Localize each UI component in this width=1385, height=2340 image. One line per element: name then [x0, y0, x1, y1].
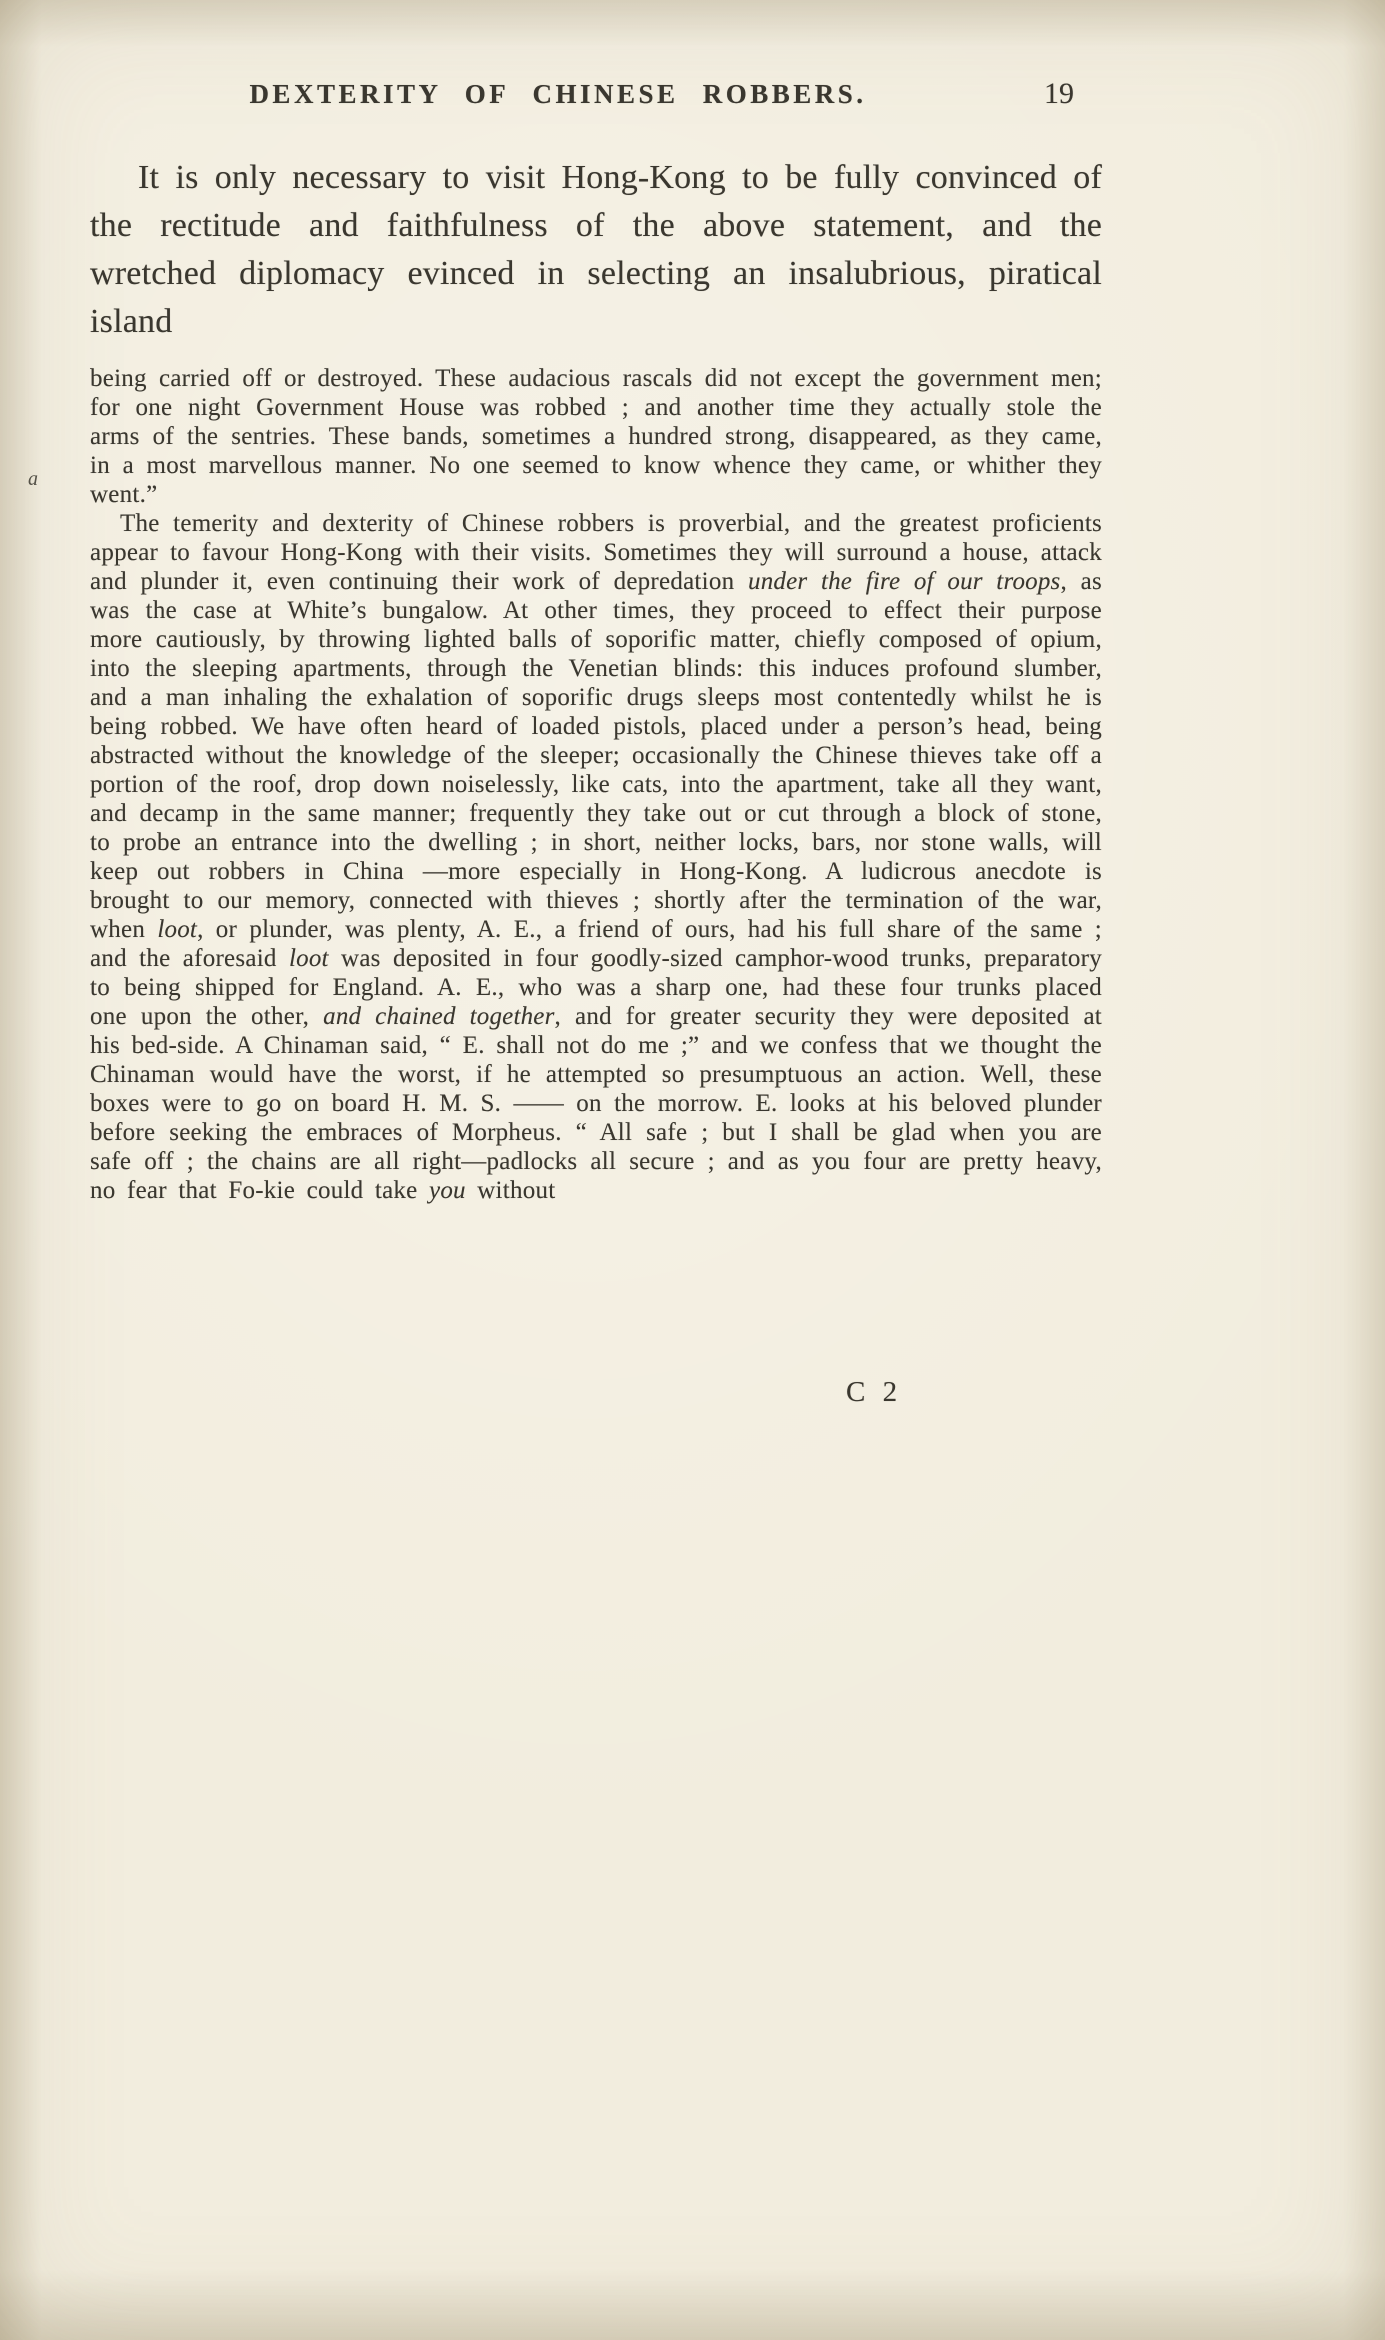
italic-text-run: loot [288, 945, 329, 972]
running-title: DEXTERITY OF CHINESE ROBBERS. [249, 79, 867, 109]
body-paragraph-2 [90, 509, 1102, 1205]
italic-text-run: and chained together [323, 1003, 555, 1030]
body-paragraph-1 [90, 364, 1102, 509]
body-text [90, 364, 1102, 1205]
italic-text-run: under the fire of our troops [748, 568, 1061, 595]
page-number: 19 [1044, 77, 1074, 110]
text-run: , as was the case at White’s bungalow. At other times, they proceed to effect their purpose more cautiously, by throwing lighted balls of soporific matter, chiefly composed of opium, into the sleeping apartments, through the Venetian blinds: this induces profound slumber, and a man inhaling the exhalation of soporific drugs sleeps most contentedly whilst he is being robbed. We have often heard of loaded pistols, placed under a person’s head, being abstracted without the knowledge of the sleeper; occasionally the Chinese thieves take off a portion of the roof, drop down noiselessly, like cats, into the apartment, take all they want, and decamp in the same manner; frequently they take out or cut through a block of stone, to probe an entrance into the dwelling ; in short, neither locks, bars, nor stone walls, will keep out robbers in China —more especially in Hong-Kong. A ludicrous anecdote is brought to our memory, connected with thieves ; shortly after the termination of the war, when [90, 568, 1102, 943]
text-run: without [465, 1177, 556, 1204]
printer-signature-mark: C 2 [846, 1376, 903, 1408]
text-column [90, 76, 1102, 1205]
italic-text-run: you [429, 1177, 466, 1204]
text-run: The temerity and dexterity of Chinese robbers is proverbial, and the greatest proficients appear to favour Hong-Kong with their visits. Sometimes they will surround a house, attack and plunder it, even continuing their work of depredation [90, 510, 1102, 595]
text-run: , and for greater security they were deposited at his bed-side. A Chinaman said, “ E. shall not do me ;” and we confess that we thought the Chinaman would have the worst, if he attempted so presumptuous an action. Well, these boxes were to go on board H. M. S. —— on the morrow. E. looks at his beloved plunder before seeking the embraces of Morpheus. “ All safe ; but I shall be glad when you are safe off ; the chains are all right—padlocks all secure ; and as you four are pretty heavy, no fear that Fo-kie could take [90, 1003, 1102, 1204]
text-run: , or plunder, was plenty, A. E., a friend of ours, had his full share of the same ; and the aforesaid [90, 916, 1102, 972]
text-run: was deposited in four goodly-sized camphor-wood trunks, preparatory to being shipped for England. A. E., who was a sharp one, had these four trunks placed one upon the other, [90, 945, 1102, 1030]
italic-text-run: loot [157, 916, 198, 943]
margin-signature-mark: a [28, 468, 38, 490]
text-run: being carried off or destroyed. These audacious rascals did not except the government men; for one night Government House was robbed ; and another time they actually stole the arms of the sentries. These bands, sometimes a hundred strong, disappeared, as they came, in a most marvellous manner. No one seemed to know whence they came, or whither they went.” [90, 365, 1102, 508]
page-header [90, 76, 1102, 116]
intro-paragraph: It is only necessary to visit Hong-Kong to be fully convinced of the rectitude and faithfulness of the above statement, and the wretched diplomacy evinced in selecting an insalubrious, piratical island [90, 159, 1102, 340]
